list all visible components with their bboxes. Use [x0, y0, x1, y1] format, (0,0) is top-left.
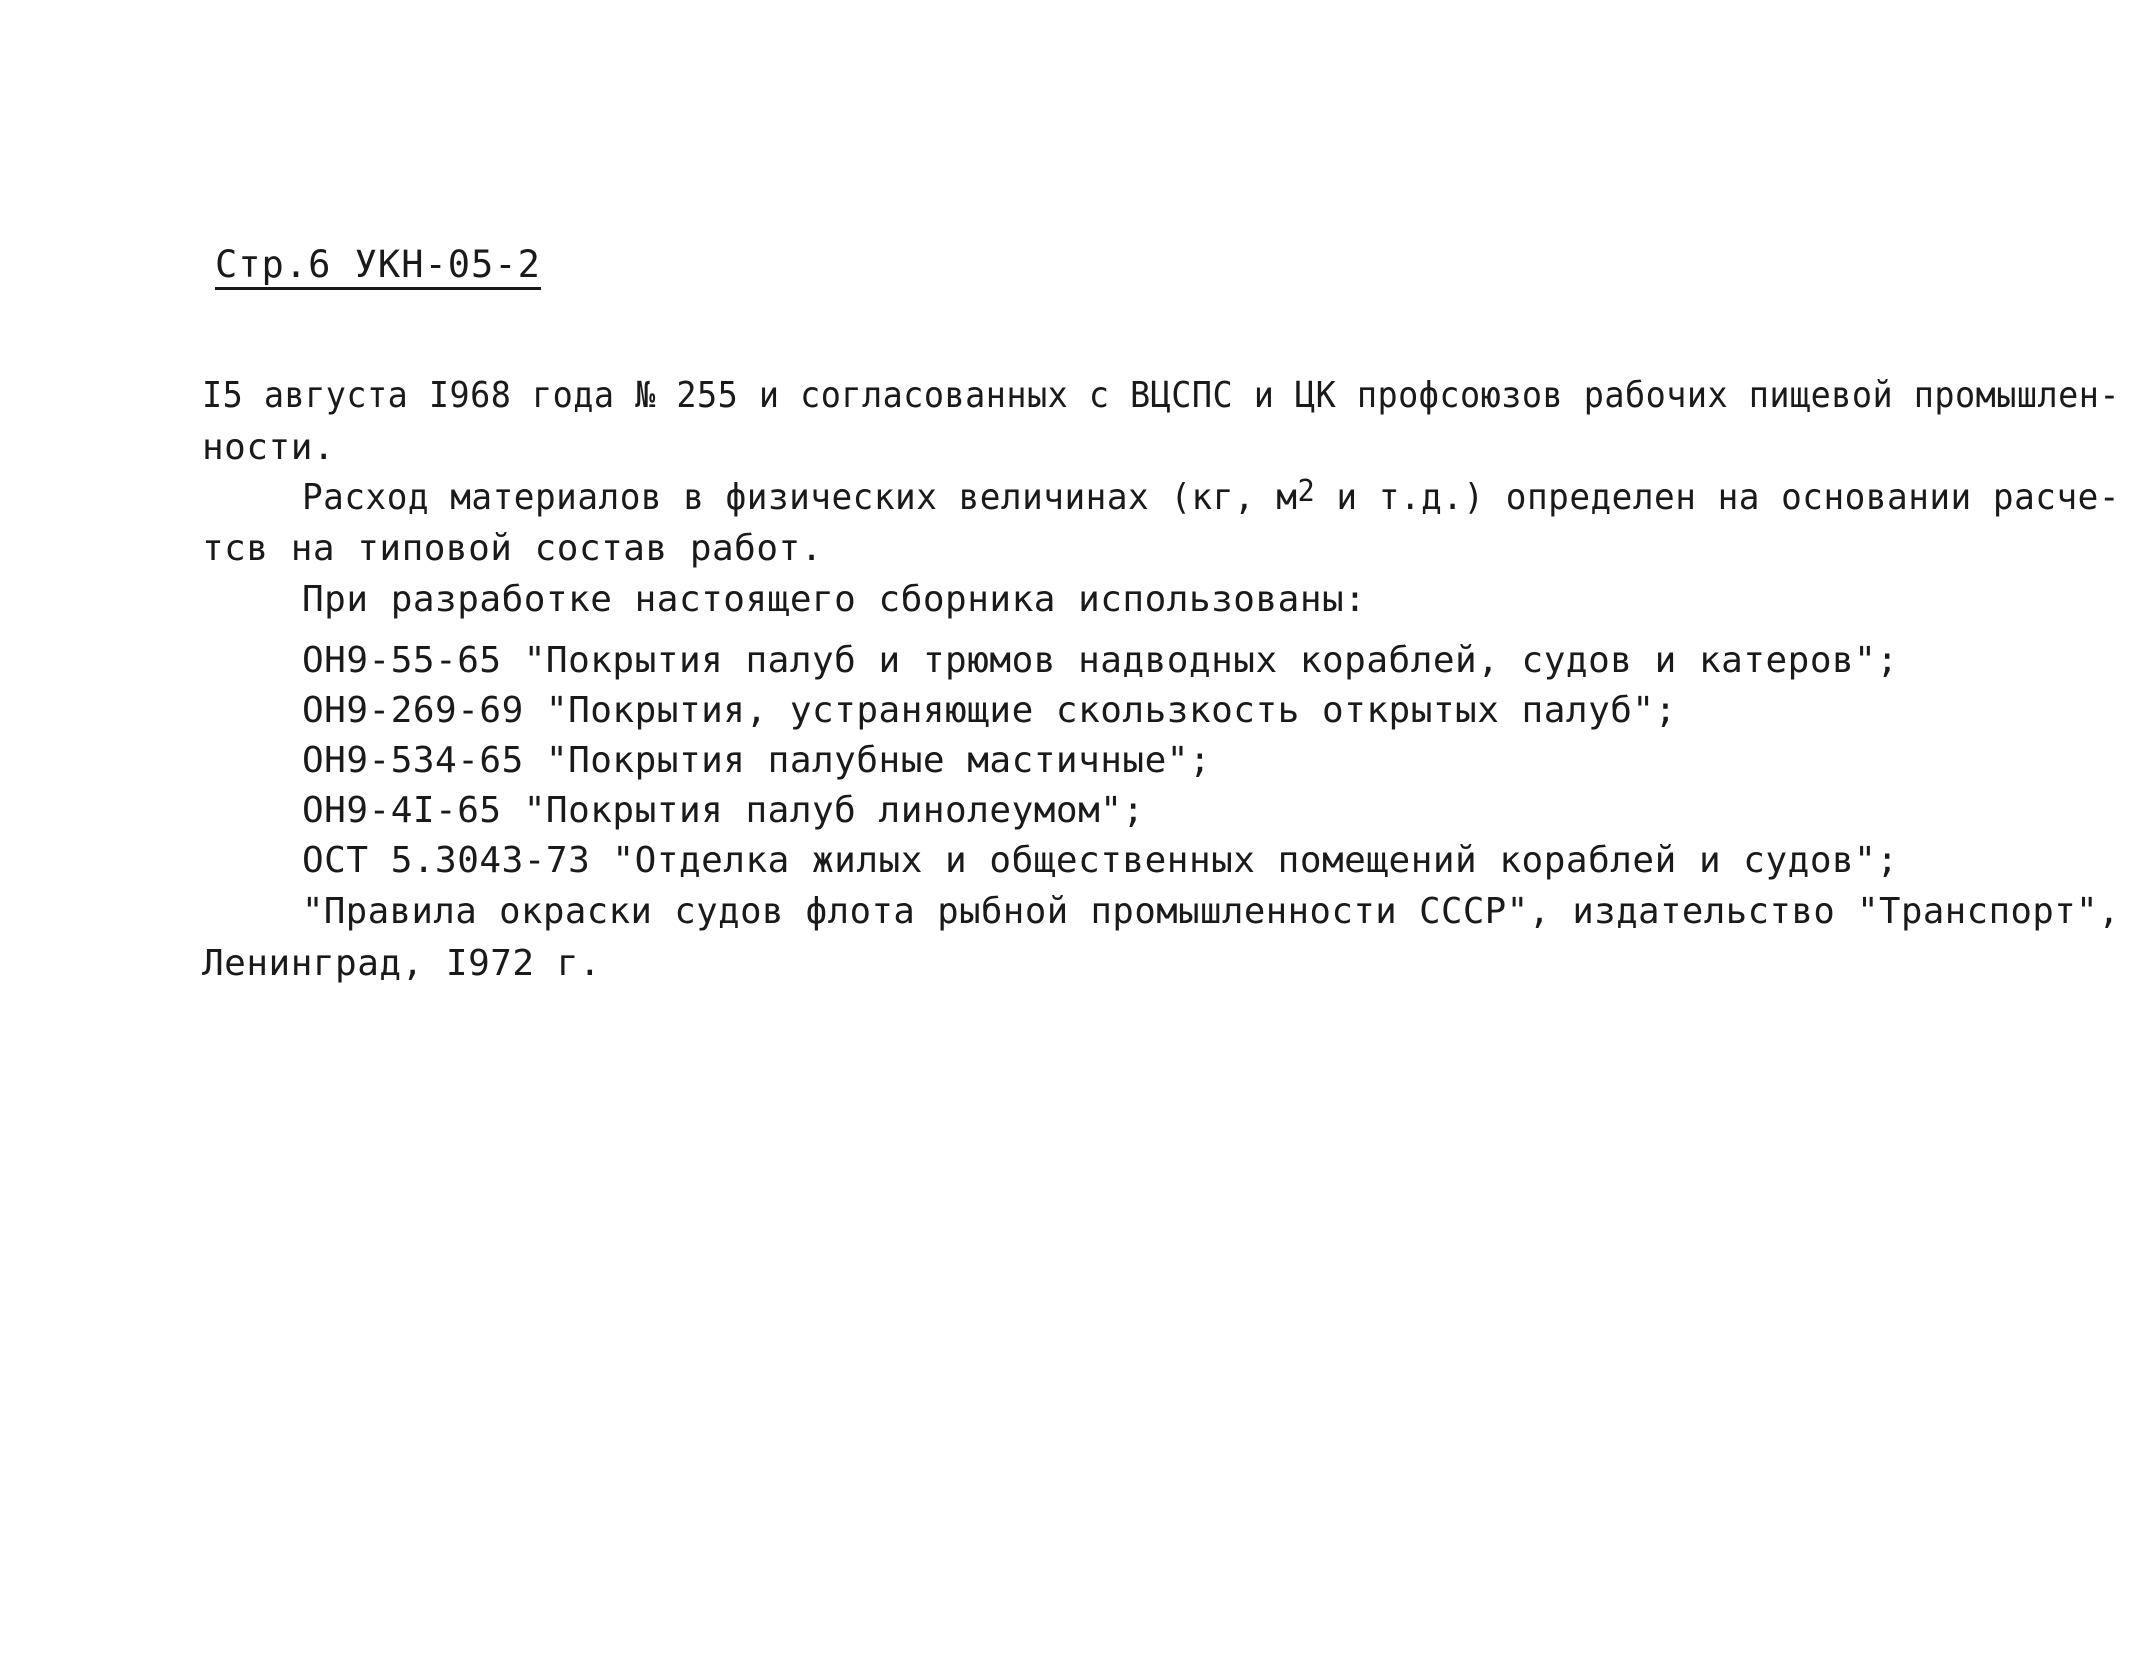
body-line: При разработке настоящего сборника использованы:	[302, 579, 1367, 620]
reference-item: ОН9-55-65 "Покрытия палуб и трюмов надводных кораблей, судов и катеров";	[302, 640, 1899, 681]
body-line: I5 августа I968 года № 255 и согласованных с ВЦСПС и ЦК профсоюзов рабочих пищевой промышлен-	[202, 375, 2120, 416]
reference-item: "Правила окраски судов флота рыбной промышленности СССР", издательство "Транспорт",	[302, 891, 2120, 932]
body-text: и т.д.) определен на основании расче-	[1315, 477, 2120, 518]
reference-item: ОСТ 5.3043-73 "Отделка жилых и общественных помещений кораблей и судов";	[302, 840, 1899, 881]
body-line-with-superscript	[302, 474, 2120, 518]
reference-item: ОН9-4I-65 "Покрытия палуб линолеумом";	[302, 790, 1145, 831]
page-header: Стр.6 УКН-05-2	[215, 246, 541, 290]
body-line: тсв на типовой состав работ.	[202, 528, 823, 569]
body-line: ности.	[202, 427, 336, 468]
reference-item: ОН9-269-69 "Покрытия, устраняющие скользкость открытых палуб";	[302, 690, 1677, 731]
body-line: Ленинград, I972 г.	[202, 943, 602, 984]
body-text: Расход материалов в физических величинах (кг, м	[302, 477, 1298, 518]
reference-item: ОН9-534-65 "Покрытия палубные мастичные";	[302, 740, 1212, 781]
superscript: 2	[1297, 474, 1316, 509]
